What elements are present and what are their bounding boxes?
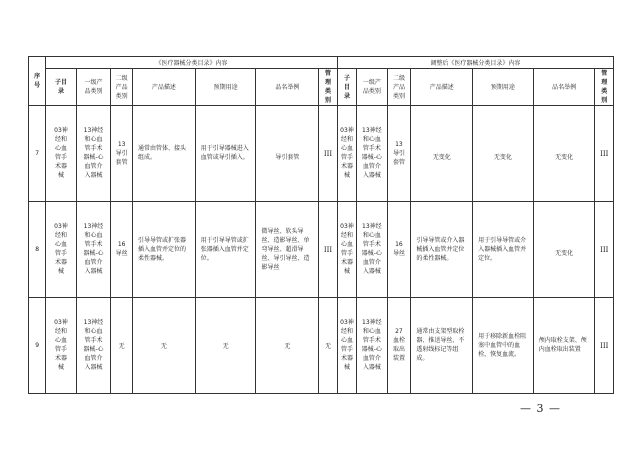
- header-seq: 序号: [29, 57, 46, 106]
- header-intended-use-right: 预期用途: [473, 69, 534, 106]
- left-class: 无: [319, 298, 337, 394]
- right-level2: 27血栓取出装置: [387, 298, 411, 394]
- right-level1: 13神经和心血管手术器械-心血管介入器械: [357, 106, 387, 202]
- left-class: III: [319, 106, 337, 202]
- left-examples: 微导丝、软头导丝、造影导丝、单弯导丝、超滑导丝、导引导丝、造影导丝: [256, 202, 319, 298]
- right-sub-catalog: 03神经和心血管手术器械: [337, 202, 356, 298]
- right-intended-use: 用于引导导管或介入器械插入血管并定位。: [473, 202, 534, 298]
- left-intended-use: 用于引导器械进入血管或导引插入。: [195, 106, 256, 202]
- table-row: [29, 106, 614, 202]
- right-examples: 无变化: [533, 106, 595, 202]
- right-sub-catalog: 03神经和心血管手术器械: [337, 106, 356, 202]
- left-description: 引导导管或扩张器插入血管并定位的柔性器械。: [132, 202, 195, 298]
- right-level2: 16导丝: [387, 202, 411, 298]
- right-description: 无变化: [411, 106, 473, 202]
- right-sub-catalog: 03神经和心血管手术器械: [337, 298, 356, 394]
- left-sub-catalog: 03神经和心血管手术器械: [46, 202, 76, 298]
- header-description-left: 产品描述: [132, 69, 195, 106]
- right-examples: 无变化: [533, 202, 595, 298]
- left-examples: 无: [256, 298, 319, 394]
- section-adjusted: 调整后《医疗器械分类目录》内容: [337, 57, 613, 69]
- right-examples: 颅内取栓支架、颅内血栓取出装置: [533, 298, 595, 394]
- right-description: 通常由支架型取栓器、推送导丝、不透射线标记等组成。: [411, 298, 473, 394]
- right-class: III: [595, 202, 614, 298]
- header-examples-right: 品名举例: [533, 69, 595, 106]
- page-number: — 3 —: [520, 402, 561, 415]
- left-sub-catalog: 03神经和心血管手术器械: [46, 298, 76, 394]
- left-sub-catalog: 03神经和心血管手术器械: [46, 106, 76, 202]
- classification-table: [28, 56, 614, 394]
- header-level1-left: 一级产品类别: [76, 69, 111, 106]
- left-class: III: [319, 202, 337, 298]
- left-intended-use: 无: [195, 298, 256, 394]
- left-examples: 导引套管: [256, 106, 319, 202]
- section-original: 《医疗器械分类目录》内容: [46, 57, 337, 69]
- row-seq: 8: [29, 202, 46, 298]
- left-level2: 16导丝: [111, 202, 133, 298]
- left-level1: 13神经和心血管手术器械-心血管介入器械: [76, 202, 111, 298]
- right-level1: 13神经和心血管手术器械-心血管介入器械: [357, 298, 387, 394]
- left-level1: 13神经和心血管手术器械-心血管介入器械: [76, 106, 111, 202]
- left-description: 通常由管体、接头组成。: [132, 106, 195, 202]
- row-seq: 7: [29, 106, 46, 202]
- header-intended-use-left: 预期用途: [195, 69, 256, 106]
- header-level2-left: 二级产品类别: [111, 69, 133, 106]
- header-sub-catalog-left: 子目录: [46, 69, 76, 106]
- header-level2-right: 二级产品类别: [387, 69, 411, 106]
- row-seq: 9: [29, 298, 46, 394]
- header-class-right: 管理类别: [595, 69, 614, 106]
- right-intended-use: 用于移除新血栓阻塞中血管中的血栓，恢复血流。: [473, 298, 534, 394]
- header-description-right: 产品描述: [411, 69, 473, 106]
- header-sub-catalog-right: 子目录: [337, 69, 356, 106]
- header-class-left: 管理类别: [319, 69, 337, 106]
- right-intended-use: 无变化: [473, 106, 534, 202]
- right-level1: 13神经和心血管手术器械-心血管介入器械: [357, 202, 387, 298]
- left-description: 无: [132, 298, 195, 394]
- right-class: III: [595, 106, 614, 202]
- right-level2: 13导引套管: [387, 106, 411, 202]
- table-row: [29, 298, 614, 394]
- right-class: III: [595, 298, 614, 394]
- header-level1-right: 一级产品类别: [357, 69, 387, 106]
- header-examples-left: 品名举例: [256, 69, 319, 106]
- left-level2: 无: [111, 298, 133, 394]
- left-level1: 13神经和心血管手术器械-心血管介入器械: [76, 298, 111, 394]
- right-description: 引导导管或介入器械插入血管并定位的柔性器械。: [411, 202, 473, 298]
- left-intended-use: 用于引导导管或扩张器插入血管并定位。: [195, 202, 256, 298]
- left-level2: 13导引套管: [111, 106, 133, 202]
- table-row: [29, 202, 614, 298]
